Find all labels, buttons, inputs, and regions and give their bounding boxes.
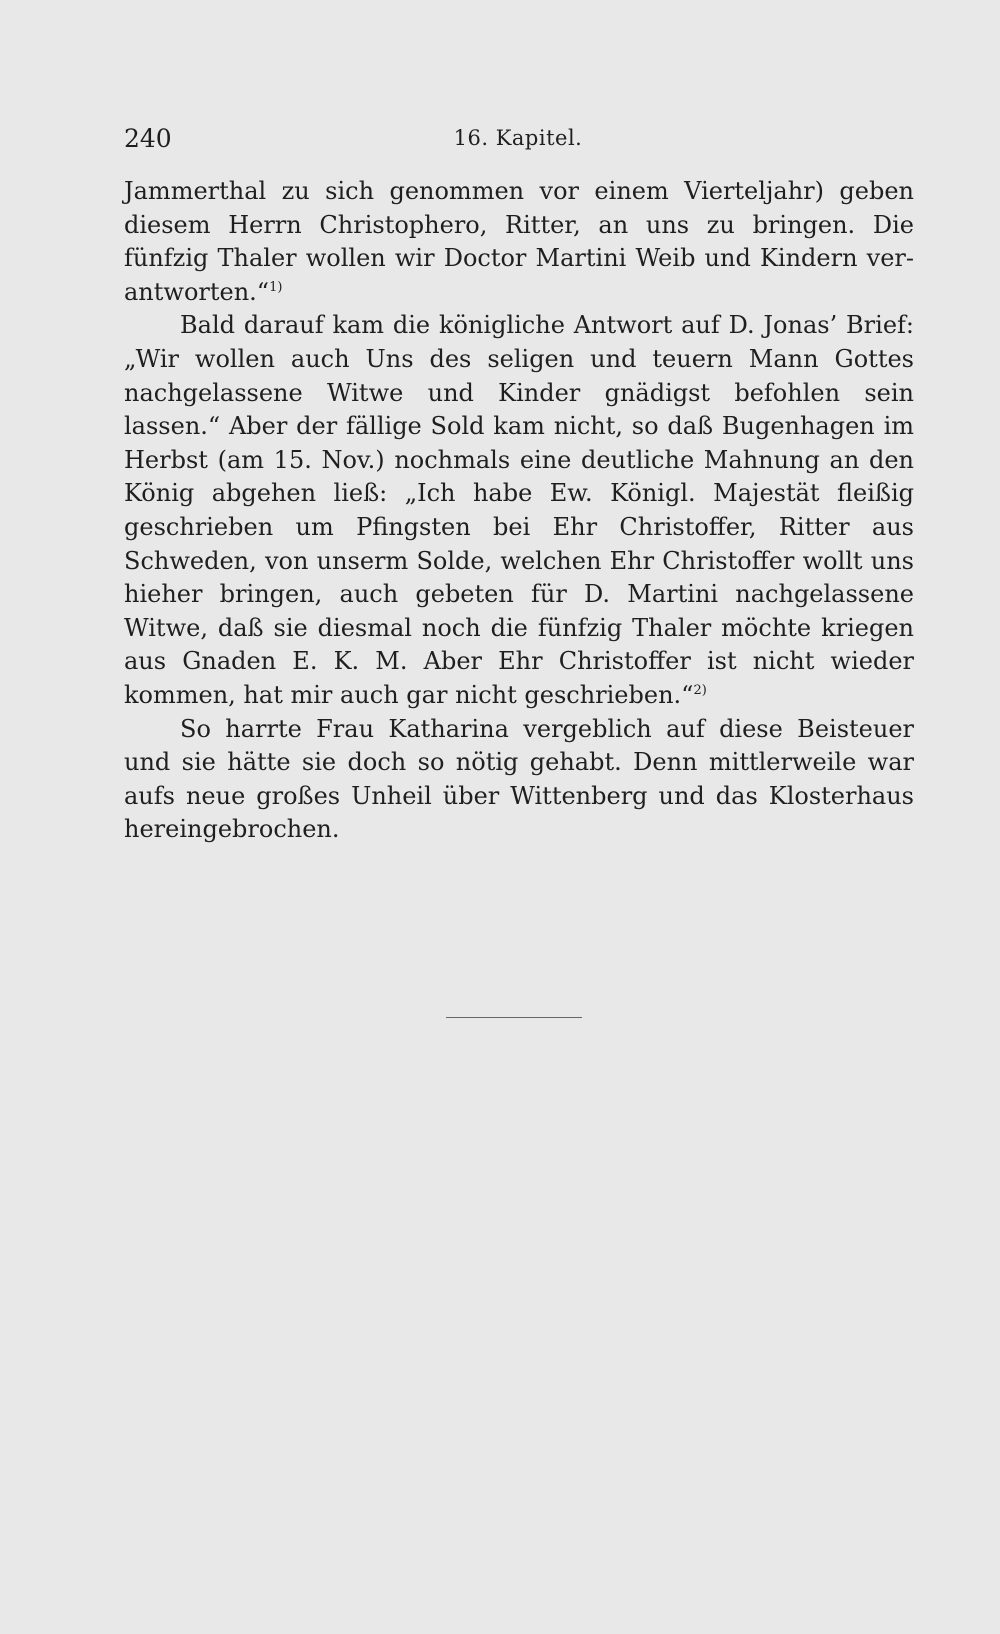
footnote-reference: 1): [269, 279, 283, 295]
page-number: 240: [124, 124, 172, 153]
paragraph-text: Jammerthal zu sich genommen vor einem Vierteljahr) geben diesem Herrn Christophero, Ritter, an uns zu bringen. Die fünfzig Thaler wollen wir Doctor Martini Weib und Kindern ver-antworten.“: [124, 177, 914, 306]
footnote-reference: 2): [693, 682, 707, 698]
paragraph-text: Bald darauf kam die königliche Antwort auf D. Jonas’ Brief: „Wir wollen auch Uns des seligen und teuern Mann Gottes nachgelassene Witwe und Kinder gnädigst befohlen sein lassen.“ Aber der fällige Sold kam nicht, so daß Bugenhagen im Herbst (am 15. Nov.) nochmals eine deutliche Mahnung an den König abgehen ließ: „Ich habe Ew. Königl. Majestät fleißig geschrieben um Pfingsten bei Ehr Christoffer, Ritter aus Schweden, von unserm Solde, welchen Ehr Christoffer wollt uns hieher bringen, auch gebeten für D. Martini nachgelassene Witwe, daß sie diesmal noch die fünfzig Thaler möchte kriegen aus Gnaden E. K. M. Aber Ehr Christoffer ist nicht wieder kommen, hat mir auch gar nicht geschrieben.“: [124, 311, 914, 709]
paragraph-1: [124, 175, 914, 309]
paragraph-3: [124, 713, 914, 847]
running-head: [124, 124, 912, 158]
body-text: [124, 175, 914, 847]
paragraph-text: So harrte Frau Katharina vergeblich auf diese Beisteuer und sie hätte sie doch so nötig gehabt. Denn mittlerweile war aufs neue großes Unheil über Wittenberg und das Klosterhaus hereingebrochen.: [124, 714, 914, 844]
paragraph-2: [124, 309, 914, 712]
section-divider-rule: [446, 1017, 582, 1018]
chapter-heading: 16. Kapitel.: [453, 126, 583, 150]
